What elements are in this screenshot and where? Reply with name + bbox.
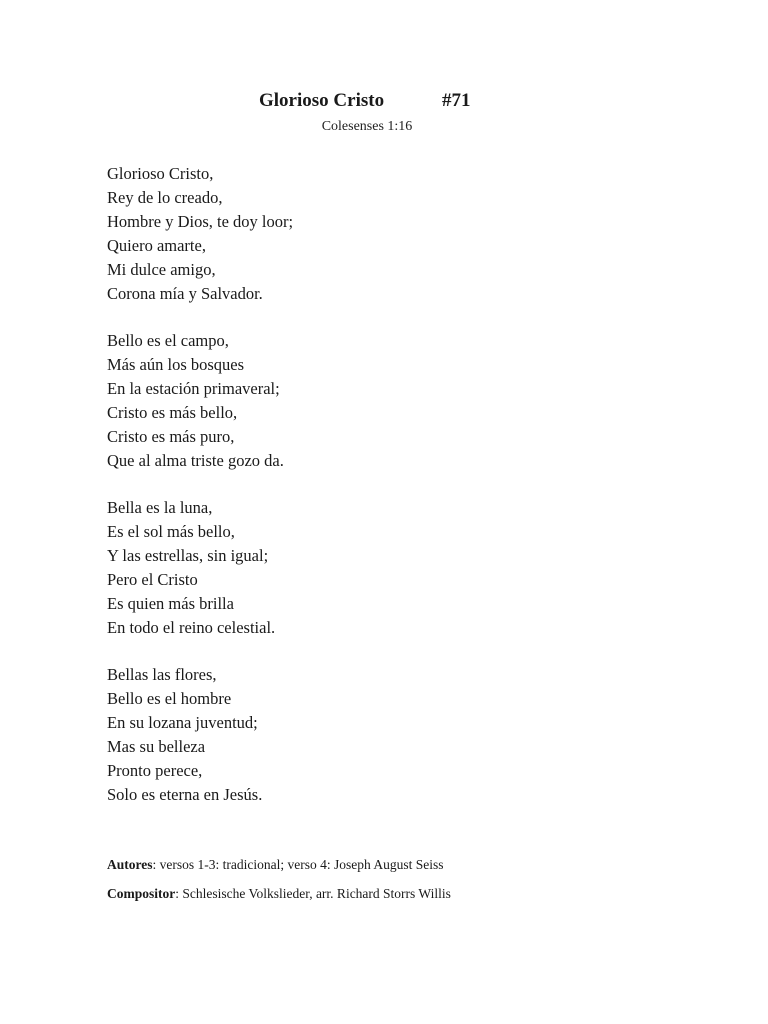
verse-line: Bella es la luna, [107, 498, 213, 517]
verse-line: Bello es el hombre [107, 689, 232, 708]
verse-line: En la estación primaveral; [107, 379, 280, 398]
verse-4 [107, 663, 667, 807]
verse-2 [107, 329, 667, 473]
verse-line: Solo es eterna en Jesús. [107, 785, 263, 804]
verse-line: Pronto perece, [107, 761, 203, 780]
verse-line: Pero el Cristo [107, 570, 198, 589]
composer-credit [107, 885, 727, 903]
verse-line: Bello es el campo, [107, 331, 229, 350]
verse-line: Que al alma triste gozo da. [107, 451, 284, 470]
composer-label: Compositor [107, 886, 176, 901]
hymn-number: #71 [442, 90, 471, 111]
verse-line: Corona mía y Salvador. [107, 284, 263, 303]
verse-line: Cristo es más puro, [107, 427, 235, 446]
credits [107, 856, 727, 914]
authors-label: Autores [107, 857, 153, 872]
verse-line: En su lozana juventud; [107, 713, 258, 732]
scripture-reference: Colesenses 1:16 [321, 119, 413, 134]
verse-line: Glorioso Cristo, [107, 164, 214, 183]
verse-line: Bellas las flores, [107, 665, 217, 684]
authors-text: : versos 1-3: tradicional; verso 4: Joseph August Seiss [152, 857, 444, 872]
verse-line: Quiero amarte, [107, 236, 206, 255]
verse-line: Rey de lo creado, [107, 188, 223, 207]
verse-line: Es el sol más bello, [107, 522, 235, 541]
title-row [0, 90, 768, 118]
hymn-title: Glorioso Cristo [259, 90, 385, 111]
verse-1 [107, 162, 667, 306]
verse-line: Más aún los bosques [107, 355, 245, 374]
verse-line: Hombre y Dios, te doy loor; [107, 212, 294, 231]
verse-3 [107, 496, 667, 640]
verse-line: En todo el reino celestial. [107, 618, 276, 637]
verse-line: Y las estrellas, sin igual; [107, 546, 269, 565]
verse-line: Cristo es más bello, [107, 403, 238, 422]
verse-line: Mas su belleza [107, 737, 206, 756]
verse-line: Es quien más brilla [107, 594, 234, 613]
authors-credit [107, 856, 727, 874]
verses [107, 162, 667, 830]
composer-text: : Schlesische Volkslieder, arr. Richard Storrs Willis [175, 886, 451, 901]
verse-line: Mi dulce amigo, [107, 260, 216, 279]
